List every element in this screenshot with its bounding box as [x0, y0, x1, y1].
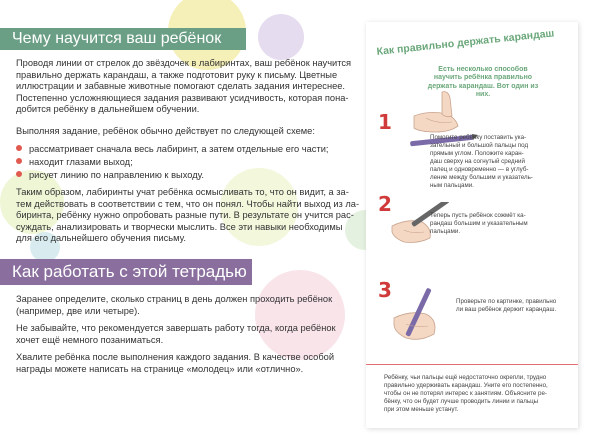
text-line: иллюстрации и забавные животные помогают сделать задания интереснее.	[16, 81, 346, 92]
bullet-dot	[16, 145, 22, 151]
panel-title: Как правильно держать карандаш	[376, 27, 555, 58]
text-line: суждать, анализировать и творчески мыслить. Все эти навыки необходимы	[16, 221, 343, 232]
text-line: чтобы он не потерял интерес к занятиям. Объясните ре-	[384, 390, 547, 397]
bullet-dot	[16, 171, 22, 177]
pencil-grip-panel	[366, 22, 578, 428]
step-text-2	[430, 212, 528, 236]
text-line: Заранее определите, сколько страниц в день должен проходить ребёнок	[16, 294, 333, 304]
step-number-3: 3	[378, 278, 392, 302]
advice-paragraph-1	[16, 294, 362, 317]
text-line: ление между большим и указатель-	[430, 174, 533, 181]
divider	[366, 364, 578, 365]
hand-holding-pencil-illustration-3	[388, 284, 458, 354]
text-line: биринта, ребёнку нужно опробовать разные пути. В результате он учится рас-	[16, 210, 354, 221]
panel-footnote	[384, 374, 566, 414]
text-line: зательный и большой пальцы под	[430, 142, 529, 149]
panel-subtitle: Есть несколько способов научить ребёнка правильно держать карандаш. Вот один из них.	[427, 66, 539, 99]
text-line: палец и одновременно — в углуб-	[430, 166, 529, 173]
advice-paragraph-2	[16, 323, 362, 346]
text-line: Таким образом, лабиринты учат ребёнка осмысливать то, что он видит, а за-	[16, 187, 349, 197]
heading-text: Как работать с этой тетрадью	[12, 262, 247, 281]
text-line: правильно держать карандаш, а также подготовит руку к письму. Цветные	[16, 69, 338, 80]
text-line: правильно удерживать карандаш. Уните его постепенно,	[384, 382, 548, 389]
bullet-text: рассматривает сначала весь лабиринт, а затем отдельные его части;	[29, 144, 329, 154]
list-item	[16, 170, 204, 181]
text-line: даш сверху на согнутый средний	[430, 158, 525, 165]
text-line: Не забывайте, что рекомендуется завершать работу тогда, когда ребёнок	[16, 323, 336, 333]
text-line: Проверьте по картинке, правильно	[456, 298, 557, 305]
text-line: Хвалите ребёнка после выполнения каждого задания. В качестве особой	[16, 352, 335, 362]
text-line: Помогите ребёнку поставить ука-	[430, 134, 527, 141]
decor-circle	[258, 14, 304, 60]
text-line: при этом меньше устанут.	[384, 406, 459, 413]
step-text-1	[430, 134, 533, 190]
heading-text: Чему научится ваш ребёнок	[12, 30, 222, 47]
bullet-dot	[16, 158, 22, 164]
list-item	[16, 144, 328, 155]
text-line: рандаш большим и указательным	[430, 220, 528, 227]
text-line: пальцами.	[430, 228, 461, 235]
text-line: ли ваш ребёнок держит карандаш.	[456, 306, 557, 313]
step-text-3	[456, 298, 556, 314]
step-number-2: 2	[378, 192, 392, 216]
text-line: (например, две или четыре).	[16, 305, 140, 316]
bullet-text: рисует линию по направлению к выходу.	[29, 170, 204, 180]
bullet-text: находит глазами выход;	[29, 157, 133, 167]
scheme-intro	[16, 126, 362, 138]
text-line: Выполняя задание, ребёнок обычно действует по следующей схеме:	[16, 126, 315, 136]
section-heading-what-child-learns	[0, 28, 246, 50]
advice-paragraph-3	[16, 352, 362, 375]
text-line: бёнку, что он будет лучше проводить линии и пальцы	[384, 398, 539, 405]
text-line: для его дальнейшего обучения письму.	[16, 233, 186, 244]
text-line: добится ребёнку в дальнейшем обучении.	[16, 104, 200, 115]
text-line: Теперь пусть ребёнок сожмёт ка-	[430, 212, 526, 219]
intro-paragraph	[16, 58, 362, 116]
section-heading-how-to-work	[0, 259, 252, 285]
text-line: тем действовать в соответствии с тем, что он понял. Чтобы найти выход из ла-	[16, 198, 360, 209]
text-line: хочет ещё немного позаниматься.	[16, 334, 164, 345]
list-item	[16, 157, 133, 168]
conclusion-paragraph	[16, 187, 362, 245]
text-line: прямым углом. Положите каран-	[430, 150, 524, 157]
text-line: Проводя линии от стрелок до звёздочек в лабиринтах, ваш ребёнок научится	[16, 58, 352, 68]
text-line: награды можете написать на странице «молодец» или «отлично».	[16, 363, 304, 374]
text-line: ным пальцами.	[430, 182, 474, 189]
text-line: Ребёнку, чьи пальцы ещё недостаточно окрепли, трудно	[384, 374, 547, 381]
text-line: Постепенно усложняющиеся задания развивают усидчивость, которая пона-	[16, 92, 349, 103]
step-number-1: 1	[378, 110, 392, 134]
